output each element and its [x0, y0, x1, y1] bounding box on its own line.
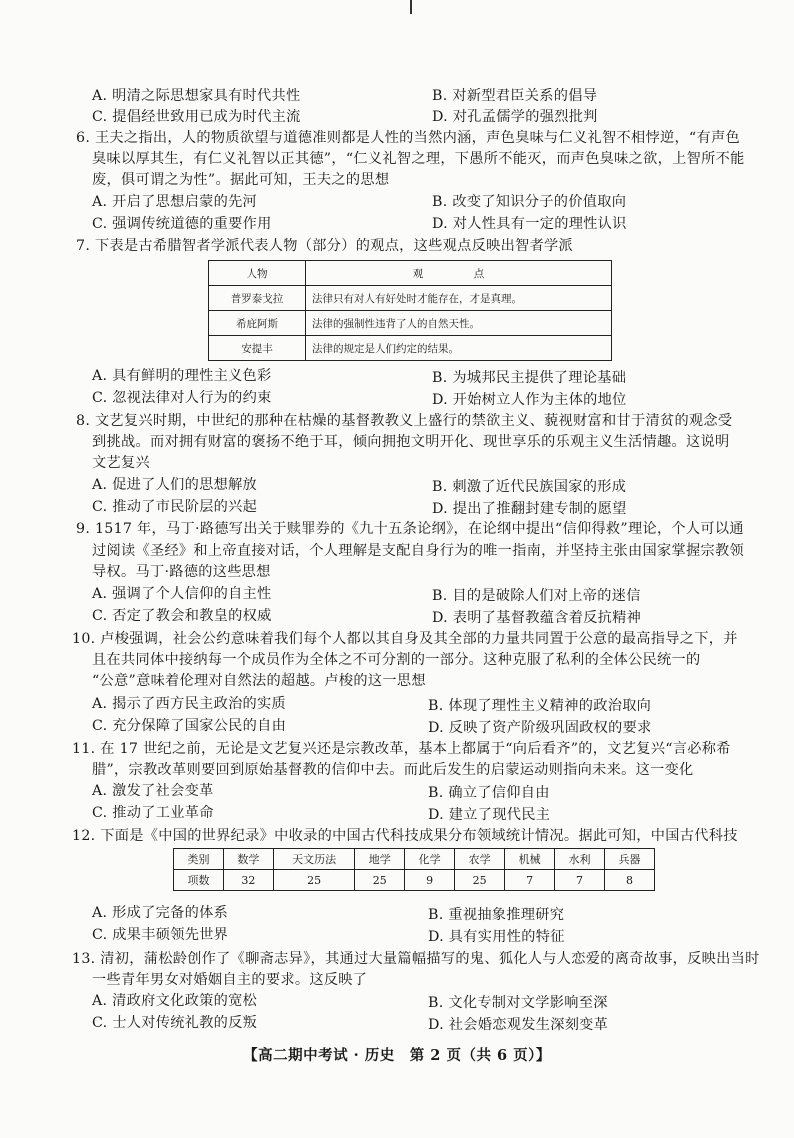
q10-option-b: B. 体现了理性主义精神的政治取向: [428, 698, 652, 714]
q7-view-3: 法律的规定是人们约定的结果。: [306, 336, 612, 361]
q12-option-a: A. 形成了完备的体系: [92, 905, 229, 921]
q5-option-c: C. 提倡经世致用已成为时代主流: [92, 109, 301, 125]
q12-header-water: 水利: [555, 849, 605, 870]
q9-stem-line-1: 9. 1517 年，马丁·路德写出关于赎罪券的《九十五条论纲》，在论纲中提出“信仰得救”理论，个人可以通: [76, 521, 744, 537]
q9-option-b: B. 目的是破除人们对上帝的迷信: [432, 588, 641, 604]
q12-option-c: C. 成果丰硕领先世界: [92, 927, 229, 943]
table-row: [209, 286, 612, 311]
q8-stem-line-1: 8. 文艺复兴时期，中世纪的那种在枯燥的基督教教义上盛行的禁欲主义、藐视财富和甘于清贫的观念受: [76, 413, 733, 429]
q12-value-agriculture: 25: [455, 870, 505, 891]
q10-option-d: D. 反映了资产阶级巩固政权的要求: [428, 720, 652, 736]
q12-value-math: 32: [223, 870, 273, 891]
q5-option-d: D. 对孔孟儒学的强烈批判: [432, 109, 598, 125]
q7-header-person: 人物: [209, 261, 306, 286]
q12-header-weapons: 兵器: [605, 849, 655, 870]
q13-option-d: D. 社会婚恋观发生深刻变革: [428, 1017, 609, 1033]
table-row: [209, 336, 612, 361]
q7-header-view: 观 点: [306, 261, 612, 286]
q9-option-a: A. 强调了个人信仰的自主性: [92, 586, 272, 602]
q8-option-b: B. 刺激了近代民族国家的形成: [432, 479, 627, 495]
q12-value-weapons: 8: [605, 870, 655, 891]
q8-stem-line-2: 到挑战。而对拥有财富的褒扬不绝于耳，倾向拥抱文明开化、现世享乐的乐观主义生活情趣。这说明: [92, 434, 730, 450]
q12-header-category: 类别: [174, 849, 224, 870]
q12-value-chemistry: 9: [405, 870, 455, 891]
q9-option-d: D. 表明了基督教蕴含着反抗精神: [432, 610, 642, 626]
q10-option-a: A. 揭示了西方民主政治的实质: [92, 696, 287, 712]
q7-view-2: 法律的强制性违背了人的自然天性。: [306, 311, 612, 336]
q12-table: [173, 848, 655, 891]
q9-stem-line-3: 导权。马丁·路德的这些思想: [92, 564, 271, 580]
q11-stem-line-2: 腊”，宗教改革则要回到原始基督教的信仰中去。而此后发生的启蒙运动则指向未来。这一变化: [92, 762, 694, 778]
q8-option-a: A. 促进了人们的思想解放: [92, 477, 258, 493]
q10-stem-line-1: 10. 卢梭强调，社会公约意味着我们每个人都以其自身及其全部的力量共同置于公意的最高指导之下，并: [72, 631, 738, 647]
q6-stem-line-1: 6. 王夫之指出，人的物质欲望与道德准则都是人性的当然内涵，声色臭味与仁义礼智不相悖逆，“有声色: [76, 130, 740, 146]
q7-option-d: D. 开始树立人作为主体的地位: [432, 392, 627, 408]
q12-table-header-row: [174, 849, 655, 870]
q7-table: [208, 260, 612, 361]
q12-value-geography: 25: [355, 870, 405, 891]
table-row: [209, 311, 612, 336]
q10-option-c: C. 充分保障了国家公民的自由: [92, 718, 287, 734]
q7-option-c: C. 忽视法律对人行为的约束: [92, 390, 272, 406]
q7-table-header-row: [209, 261, 612, 286]
q12-value-astronomy: 25: [273, 870, 354, 891]
q7-stem: 7. 下表是古希腊智者学派代表人物（部分）的观点，这些观点反映出智者学派: [76, 238, 574, 254]
q11-option-b: B. 确立了信仰自由: [428, 785, 550, 801]
q9-stem-line-2: 过阅读《圣经》和上帝直接对话，个人理解是支配自身行为的唯一指南，并坚持主张由国家掌握宗教领: [92, 543, 744, 559]
q12-header-agriculture: 农学: [455, 849, 505, 870]
q12-header-chemistry: 化学: [405, 849, 455, 870]
q7-person-1: 普罗泰戈拉: [209, 286, 306, 311]
q13-stem-line-1: 13. 清初，蒲松龄创作了《聊斋志异》，其通过大量篇幅描写的鬼、狐化人与人恋爱的离奇故事，反映出当时: [72, 951, 760, 967]
q7-option-b: B. 为城邦民主提供了理论基础: [432, 370, 627, 386]
q11-option-d: D. 建立了现代民主: [428, 807, 551, 823]
q5-option-a: A. 明清之际思想家具有时代共性: [92, 88, 301, 104]
page-footer: 【高二期中考试 · 历史 第 2 页（共 6 页）】: [243, 1047, 551, 1064]
q7-person-2: 希庇阿斯: [209, 311, 306, 336]
top-edge-mark: [410, 0, 412, 14]
q10-stem-line-2: 且在共同体中接纳每一个成员作为全体之不可分割的一部分。这种克服了私利的全体公民统一的: [92, 652, 701, 668]
q10-stem-line-3: “公意”意味着伦理对自然法的超越。卢梭的这一思想: [92, 673, 426, 689]
q6-stem-line-2: 臭味以厚其生，有仁义礼智以正其德”，“仁义礼智之理，下愚所不能灭，而声色臭味之欲，上智所不能: [92, 151, 745, 167]
q12-header-astronomy: 天文历法: [273, 849, 354, 870]
q6-option-c: C. 强调传统道德的重要作用: [92, 216, 272, 232]
q13-option-b: B. 文化专制对文学影响至深: [428, 995, 608, 1011]
q13-stem-line-2: 一些青年男女对婚姻自主的要求。这反映了: [92, 972, 368, 988]
q6-option-d: D. 对人性具有一定的理性认识: [432, 216, 627, 232]
q11-stem-line-1: 11. 在 17 世纪之前，无论是文艺复兴还是宗教改革，基本上都属于“向后看齐”的，文艺复兴“言必称希: [72, 741, 731, 757]
q8-option-c: C. 推动了市民阶层的兴起: [92, 499, 258, 515]
q5-option-b: B. 对新型君臣关系的倡导: [432, 88, 598, 104]
q6-stem-line-3: 废，俱可谓之为性”。据此可知，王夫之的思想: [92, 172, 390, 188]
q11-option-a: A. 激发了社会变革: [92, 783, 214, 799]
q12-header-math: 数学: [223, 849, 273, 870]
q12-values-label: 项数: [174, 870, 224, 891]
q8-stem-line-3: 文艺复兴: [92, 455, 150, 471]
q11-option-c: C. 推动了工业革命: [92, 805, 214, 821]
q6-option-a: A. 开启了思想启蒙的先河: [92, 194, 258, 210]
q9-option-c: C. 否定了教会和教皇的权威: [92, 608, 272, 624]
q7-view-1: 法律只有对人有好处时才能存在，才是真理。: [306, 286, 612, 311]
q12-option-d: D. 具有实用性的特征: [428, 929, 565, 945]
q7-person-3: 安提丰: [209, 336, 306, 361]
q8-option-d: D. 提出了推翻封建专制的愿望: [432, 501, 627, 517]
q6-option-b: B. 改变了知识分子的价值取向: [432, 194, 627, 210]
q12-option-b: B. 重视抽象推理研究: [428, 907, 565, 923]
q13-option-a: A. 清政府文化政策的宽松: [92, 993, 258, 1009]
q13-option-c: C. 士人对传统礼教的反叛: [92, 1015, 258, 1031]
table-row: [174, 870, 655, 891]
q12-value-water: 7: [555, 870, 605, 891]
q12-header-geography: 地学: [355, 849, 405, 870]
q12-stem: 12. 下面是《中国的世界纪录》中收录的中国古代科技成果分布领域统计情况。据此可知，中国古代科技: [72, 828, 738, 844]
q7-option-a: A. 具有鲜明的理性主义色彩: [92, 368, 272, 384]
q12-header-machinery: 机械: [505, 849, 555, 870]
q12-value-machinery: 7: [505, 870, 555, 891]
